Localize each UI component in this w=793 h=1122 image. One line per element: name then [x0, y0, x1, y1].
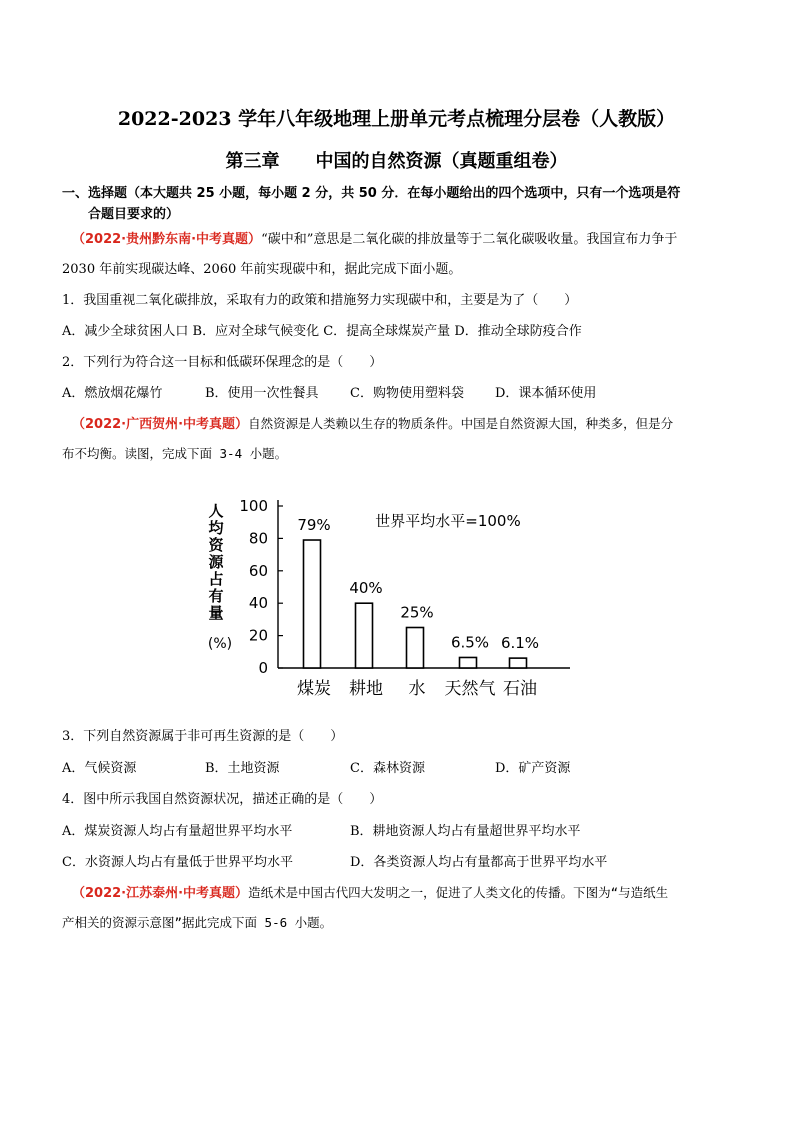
question-2-stem: 2．下列行为符合这一目标和低碳环保理念的是（ ） — [62, 355, 383, 370]
bar-chart — [200, 488, 580, 708]
bar-data-label: 6.1% — [500, 634, 540, 653]
option-c: C．提高全球煤炭产量 — [323, 324, 451, 339]
category-label: 耕地 — [349, 679, 383, 699]
bar-data-label: 79% — [297, 516, 331, 535]
material-1 — [72, 228, 677, 247]
y-axis-label-char: 人 — [208, 502, 224, 520]
material-text: 自然资源是人类赖以生存的物质条件。中国是自然资源大国，种类多，但是分 — [248, 416, 674, 431]
y-axis-label-char: 有 — [208, 587, 224, 605]
option-b: B．应对全球气候变化 — [192, 324, 320, 339]
bar — [510, 658, 527, 668]
chapter-title: 第三章 中国的自然资源（真题重组卷） — [225, 151, 568, 172]
material-text: “碳中和”意思是二氧化碳的排放量等于二氧化碳吸收量。我国宣布力争于 — [261, 232, 678, 247]
y-tick-label: 60 — [248, 561, 268, 580]
section-heading: 一、选择题（本大题共 25 小题，每小题 2 分，共 50 分．在每小题给出的四个选项中，只有一个选项是符 — [62, 186, 681, 201]
bar-data-label: 6.5% — [450, 633, 490, 652]
question-3-option-d: D．矿产资源 — [495, 761, 571, 776]
bar — [460, 657, 477, 668]
section-heading-cont: 合题目要求的） — [88, 207, 180, 222]
resource-chart — [200, 488, 580, 708]
bar — [304, 540, 321, 668]
y-axis-label-char: 均 — [208, 519, 224, 537]
bar — [356, 603, 373, 668]
bar-data-label: 40% — [349, 579, 383, 598]
source-tag: （2022·江苏泰州·中考真题） — [72, 886, 249, 901]
question-2-option-d: D．课本循环使用 — [495, 386, 597, 401]
y-axis-unit: (%) — [207, 636, 233, 652]
y-tick-label: 0 — [258, 659, 268, 677]
question-3-option-b: B．土地资源 — [205, 761, 280, 776]
question-1-options — [62, 320, 582, 339]
chart-annotation: 世界平均水平=100% — [375, 512, 521, 530]
y-axis-label-char: 占 — [208, 570, 224, 588]
question-1-stem: 1．我国重视二氧化碳排放，采取有力的政策和措施努力实现碳中和，主要是为了（ ） — [62, 293, 578, 308]
question-3-option-a: A．气候资源 — [62, 761, 137, 776]
y-tick-label: 80 — [248, 529, 268, 548]
question-2-option-c: C．购物使用塑料袋 — [350, 386, 464, 401]
y-tick-label: 20 — [248, 626, 268, 645]
y-axis-label-char: 资 — [208, 536, 224, 554]
option-a: A．减少全球贫困人口 — [62, 324, 189, 339]
y-axis-label-char: 源 — [208, 553, 224, 571]
category-label: 水 — [408, 679, 426, 699]
option-d: D．推动全球防疫合作 — [454, 324, 582, 339]
question-4-option-a: A．煤炭资源人均占有量超世界平均水平 — [62, 824, 293, 839]
category-label: 石油 — [503, 679, 537, 699]
question-4-option-b: B．耕地资源人均占有量超世界平均水平 — [350, 824, 581, 839]
document-title: 2022-2023 学年八年级地理上册单元考点梳理分层卷（人教版） — [117, 108, 676, 130]
question-4-option-d: D．各类资源人均占有量都高于世界平均水平 — [350, 855, 608, 870]
bar-data-label: 25% — [400, 603, 434, 622]
source-tag: （2022·广西贺州·中考真题） — [72, 417, 249, 432]
material-2-cont: 布不均衡。读图，完成下面 3-4 小题。 — [62, 446, 288, 461]
y-tick-label: 40 — [248, 594, 268, 613]
question-2-option-b: B．使用一次性餐具 — [205, 386, 319, 401]
material-1-cont: 2030 年前实现碳达峰、2060 年前实现碳中和，据此完成下面小题。 — [62, 262, 462, 277]
bar — [407, 628, 424, 669]
question-2-option-a: A．燃放烟花爆竹 — [62, 386, 163, 401]
category-label: 天然气 — [444, 679, 496, 699]
material-3 — [72, 882, 668, 901]
y-tick-label: 100 — [239, 497, 268, 515]
source-tag: （2022·贵州黔东南·中考真题） — [72, 232, 262, 247]
question-3-option-c: C．森林资源 — [350, 761, 425, 776]
material-text: 造纸术是中国古代四大发明之一，促进了人类文化的传播。下图为“与造纸生 — [248, 885, 669, 900]
material-2 — [72, 413, 673, 432]
material-3-cont: 产相关的资源示意图”据此完成下面 5-6 小题。 — [62, 915, 333, 930]
question-4-option-c: C．水资源人均占有量低于世界平均水平 — [62, 855, 293, 870]
y-axis-label-char: 量 — [208, 604, 224, 622]
category-label: 煤炭 — [297, 679, 331, 699]
question-4-stem: 4．图中所示我国自然资源状况，描述正确的是（ ） — [62, 792, 383, 807]
question-3-stem: 3．下列自然资源属于非可再生资源的是（ ） — [62, 729, 344, 744]
